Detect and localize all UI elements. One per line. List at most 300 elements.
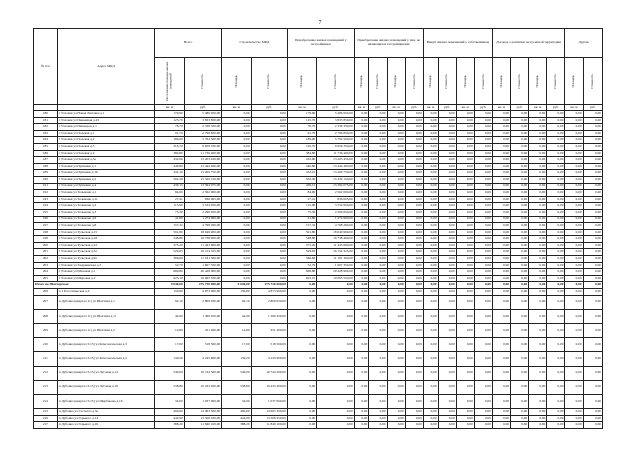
cost-cell: 0,00	[438, 269, 456, 276]
cost-cell: 0,00	[438, 249, 456, 256]
area-cell: 0,00	[565, 256, 583, 263]
cost-cell: 0,00	[438, 170, 456, 177]
total-area-cell: 384,80	[155, 150, 184, 157]
total-area-cell: 366,60	[155, 256, 184, 263]
area-cell: 0,00	[354, 236, 369, 243]
construction-cost-cell: 0,00	[251, 117, 287, 124]
cost-cell: 0,00	[405, 380, 423, 394]
cost-cell: 0,00	[547, 338, 565, 352]
area-cell: 0,00	[492, 229, 510, 236]
cost-cell: 0,00	[405, 282, 423, 289]
purchase-cost-cell: 0,00	[317, 282, 354, 289]
construction-cost-cell: 0,00	[251, 190, 287, 197]
cost-cell: 0,00	[474, 223, 492, 230]
table-row	[34, 256, 603, 263]
row-number: 190	[34, 176, 58, 183]
area-cell: 0,00	[354, 338, 369, 352]
cost-cell: 0,00	[547, 229, 565, 236]
area-cell: 0,00	[529, 176, 547, 183]
table-row	[34, 295, 603, 309]
area-cell: 0,00	[529, 117, 547, 124]
cost-cell: 0,00	[438, 176, 456, 183]
area-cell: 0,00	[529, 324, 547, 338]
cost-cell: 0,00	[583, 309, 602, 323]
construction-area-cell: 0,00	[222, 137, 251, 144]
table-row	[34, 236, 603, 243]
cost-cell: 0,00	[474, 137, 492, 144]
address-cell: г Узловая ул Пушкина д.4	[57, 183, 154, 190]
cost-cell: 0,00	[474, 352, 492, 366]
cost-cell: 0,00	[474, 130, 492, 137]
cost-cell: 0,00	[474, 170, 492, 177]
cost-cell: 0,00	[547, 366, 565, 380]
address-cell: п Дубовка (квартал 5/13) ул Луговая д.16	[57, 380, 154, 394]
subcol-cost: Стоимость	[317, 58, 354, 105]
cost-cell: 0,00	[369, 196, 387, 203]
purchase-cost-cell: 13 394 075,00	[317, 183, 354, 190]
cost-cell: 0,00	[317, 324, 354, 338]
total-area-cell: 490,60	[155, 409, 184, 416]
cost-cell: 0,00	[438, 190, 456, 197]
address-cell: п Дубовка (квартал 11) ул Шахтная д.1	[57, 295, 154, 309]
table-row	[34, 143, 603, 150]
construction-cost-cell: 0,00	[251, 216, 287, 223]
cost-cell: 0,00	[583, 394, 602, 408]
table-row	[34, 216, 603, 223]
row-number: 209	[34, 324, 58, 338]
area-cell: 0,00	[387, 394, 405, 408]
cost-cell: 0,00	[369, 415, 387, 422]
cost-cell: 0,00	[317, 366, 354, 380]
cost-cell: 0,00	[583, 183, 602, 190]
cost-cell: 0,00	[405, 137, 423, 144]
purchase-area-cell: 189,00	[287, 137, 316, 144]
address-cell: г Узловая ул Пушкина д.16	[57, 170, 154, 177]
cost-cell: 0,00	[511, 223, 529, 230]
total-cost-cell: 2 562 000,00	[184, 190, 221, 197]
cost-cell: 0,00	[583, 242, 602, 249]
area-cell: 0,00	[387, 236, 405, 243]
cost-cell: 0,00	[583, 262, 602, 269]
area-cell: 0,00	[529, 223, 547, 230]
area-cell: 0,00	[565, 150, 583, 157]
cost-cell: 0,00	[369, 163, 387, 170]
construction-area-cell: 0,00	[222, 249, 251, 256]
area-cell: 0,00	[492, 256, 510, 263]
unit-rub: руб.	[511, 105, 529, 111]
purchase-cost-cell: 16 154 325,00	[317, 249, 354, 256]
area-cell: 0,00	[423, 338, 438, 352]
cost-cell: 0,00	[405, 196, 423, 203]
subcol-cost: Стоимость	[184, 58, 221, 105]
cost-cell: 0,00	[317, 394, 354, 408]
area-cell: 0,00	[456, 269, 474, 276]
cost-cell: 0,00	[511, 229, 529, 236]
cost-cell: 0,00	[405, 216, 423, 223]
area-cell: 0,00	[529, 150, 547, 157]
cost-cell: 0,00	[438, 394, 456, 408]
address-cell: г Узловая ул Полевая д.4	[57, 150, 154, 157]
area-cell: 0,00	[354, 249, 369, 256]
row-number: 181	[34, 117, 58, 124]
area-cell: 0,00	[354, 309, 369, 323]
area-cell: 0,00	[456, 183, 474, 190]
cost-cell: 0,00	[438, 150, 456, 157]
cost-cell: 0,00	[583, 111, 602, 118]
construction-cost-cell: 275 720 000,00	[251, 282, 287, 289]
cost-cell: 0,00	[317, 380, 354, 394]
cost-cell: 0,00	[438, 338, 456, 352]
unit-rub: руб.	[547, 105, 565, 111]
table-row	[34, 380, 603, 394]
cost-cell: 0,00	[369, 269, 387, 276]
cost-cell: 0,00	[438, 130, 456, 137]
total-cost-cell: 2 809 050,00	[184, 295, 221, 309]
area-cell: 0,00	[456, 190, 474, 197]
unit-sqm: кв. м	[492, 105, 510, 111]
area-cell: 0,00	[354, 380, 369, 394]
area-cell: 0,00	[354, 216, 369, 223]
address-cell: г Узловая ул Тульская д.15	[57, 229, 154, 236]
table-body	[34, 111, 603, 429]
area-cell: 0,00	[423, 229, 438, 236]
cost-cell: 0,00	[438, 289, 456, 296]
address-cell: г Узловая ул Тельмана д.6	[57, 216, 154, 223]
purchase-cost-cell: 2 562 000,00	[317, 190, 354, 197]
construction-cost-cell: 0,00	[251, 163, 287, 170]
area-cell: 0,00	[565, 176, 583, 183]
cost-cell: 0,00	[438, 209, 456, 216]
cost-cell: 0,00	[405, 415, 423, 422]
area-cell: 0,00	[456, 203, 474, 210]
construction-cost-cell: 13 508 450,00	[251, 415, 287, 422]
area-cell: 0,00	[529, 249, 547, 256]
area-cell: 0,00	[423, 117, 438, 124]
area-cell: 0,00	[387, 422, 405, 429]
cost-cell: 0,00	[438, 262, 456, 269]
purchase-cost-cell: 13 444 400,00	[317, 163, 354, 170]
area-cell: 0,00	[492, 203, 510, 210]
address-cell: п Дубовка ул Горького д.16	[57, 422, 154, 429]
total-cost-cell: 20 428 900,00	[184, 269, 221, 276]
area-cell: 0,00	[565, 143, 583, 150]
area-cell: 0,00	[354, 256, 369, 263]
area-cell: 0,00	[423, 422, 438, 429]
cost-cell: 0,00	[547, 394, 565, 408]
cost-cell: 0,00	[438, 229, 456, 236]
cost-cell: 0,00	[583, 409, 602, 416]
cost-cell: 0,00	[511, 275, 529, 282]
area-cell: 0,00	[456, 150, 474, 157]
area-cell: 0,00	[387, 366, 405, 380]
area-cell: 0,00	[423, 163, 438, 170]
unit-sqm: кв. м	[423, 105, 438, 111]
cost-cell: 0,00	[511, 262, 529, 269]
cost-cell: 0,00	[438, 324, 456, 338]
construction-cost-cell: 518 500,00	[251, 338, 287, 352]
cost-cell: 0,00	[369, 249, 387, 256]
construction-area-cell: 139,20	[222, 352, 251, 366]
cost-cell: 0,00	[369, 394, 387, 408]
area-cell: 0,00	[387, 242, 405, 249]
row-number: 215	[34, 409, 58, 416]
cost-cell: 0,00	[474, 262, 492, 269]
table-row	[34, 422, 603, 429]
area-cell: 0,00	[529, 295, 547, 309]
cost-cell: 0,00	[438, 309, 456, 323]
cost-cell: 0,00	[547, 196, 565, 203]
area-cell: 0,00	[354, 289, 369, 296]
cost-cell: 0,00	[583, 157, 602, 164]
area-cell: 0,00	[456, 262, 474, 269]
address-cell: п Дубовка (квартал 11) ул Шахтная д.2	[57, 324, 154, 338]
area-cell: 0,00	[423, 223, 438, 230]
area-cell: 0,00	[354, 282, 369, 289]
cost-cell: 0,00	[369, 176, 387, 183]
construction-cost-cell: 0,00	[251, 203, 287, 210]
area-cell: 0,00	[529, 275, 547, 282]
construction-cost-cell: 4 873 900,00	[251, 289, 287, 296]
total-cost-cell: 2 796 850,00	[184, 130, 221, 137]
cost-cell: 0,00	[405, 256, 423, 263]
area-cell: 0,00	[492, 295, 510, 309]
area-cell: 0,00	[387, 275, 405, 282]
construction-area-cell: 0,00	[222, 269, 251, 276]
table-row	[34, 269, 603, 276]
area-cell: 0,00	[354, 269, 369, 276]
cost-cell: 0,00	[317, 338, 354, 352]
construction-area-cell: 442,90	[222, 415, 251, 422]
cost-cell: 0,00	[474, 366, 492, 380]
cost-cell: 0,00	[547, 190, 565, 197]
total-area-cell: 432,10	[155, 170, 184, 177]
col-buyout-header: Выкуп жилых помещений у собственников	[423, 29, 492, 58]
cost-cell: 0,00	[583, 249, 602, 256]
total-area-cell: 17,00	[155, 338, 184, 352]
area-cell: 0,00	[565, 163, 583, 170]
cost-cell: 0,00	[583, 256, 602, 263]
cost-cell: 0,00	[474, 183, 492, 190]
area-cell: 0,00	[529, 111, 547, 118]
purchase-area-cell: 669,80	[287, 269, 316, 276]
row-number: 204	[34, 269, 58, 276]
area-cell: 0,00	[529, 236, 547, 243]
cost-cell: 0,00	[511, 124, 529, 131]
address-cell: г Узловая ул Пашенная д.43	[57, 117, 154, 124]
area-cell: 0,00	[529, 415, 547, 422]
cost-cell: 0,00	[474, 242, 492, 249]
area-cell: 0,00	[529, 242, 547, 249]
cost-cell: 0,00	[583, 366, 602, 380]
area-cell: 0,00	[565, 236, 583, 243]
purchase-area-cell: 375,20	[287, 242, 316, 249]
table-row	[34, 409, 603, 416]
area-cell: 0,00	[423, 124, 438, 131]
area-cell: 0,00	[387, 223, 405, 230]
area-cell: 0,00	[492, 196, 510, 203]
row-number: 194	[34, 203, 58, 210]
purchase-cost-cell: 13 203 450,00	[317, 157, 354, 164]
cost-cell: 0,00	[369, 203, 387, 210]
area-cell: 0,00	[456, 137, 474, 144]
total-cost-cell: 1 607 350,00	[184, 262, 221, 269]
area-cell: 0,00	[287, 422, 316, 429]
total-cost-cell: 5 486 950,00	[184, 111, 221, 118]
area-cell: 0,00	[354, 352, 369, 366]
area-cell: 0,00	[565, 216, 583, 223]
construction-cost-cell: 0,00	[251, 111, 287, 118]
address-cell: г Узловая ул Тельмана д.8	[57, 223, 154, 230]
cost-cell: 0,00	[511, 163, 529, 170]
purchase-cost-cell: 1 607 350,00	[317, 262, 354, 269]
area-cell: 0,00	[423, 415, 438, 422]
subcol-area: Площадь	[456, 58, 474, 105]
row-number: 185	[34, 143, 58, 150]
total-area-cell: 41,80	[155, 216, 184, 223]
table-row	[34, 117, 603, 124]
total-area-cell: 84,00	[155, 190, 184, 197]
cost-cell: 0,00	[511, 352, 529, 366]
cost-cell: 0,00	[405, 170, 423, 177]
total-area-cell: 388,20	[155, 422, 184, 429]
cost-cell: 0,00	[547, 262, 565, 269]
total-area-cell: 9 040,00	[155, 282, 184, 289]
total-cost-cell: 451 400,00	[184, 324, 221, 338]
cost-cell: 0,00	[583, 415, 602, 422]
cost-cell: 0,00	[438, 236, 456, 243]
address-cell: г Узловая ул Новая Липовка д.1	[57, 111, 154, 118]
area-cell: 0,00	[287, 338, 316, 352]
cost-cell: 0,00	[511, 422, 529, 429]
construction-area-cell: 0,00	[222, 157, 251, 164]
cost-cell: 0,00	[369, 130, 387, 137]
table-row	[34, 242, 603, 249]
area-cell: 0,00	[492, 150, 510, 157]
cost-cell: 0,00	[438, 409, 456, 416]
cost-cell: 0,00	[583, 380, 602, 394]
cost-cell: 0,00	[511, 183, 529, 190]
construction-area-cell: 0,00	[222, 183, 251, 190]
area-cell: 0,00	[456, 163, 474, 170]
area-cell: 0,00	[423, 309, 438, 323]
area-cell: 0,00	[387, 256, 405, 263]
row-number: 191	[34, 183, 58, 190]
table-row	[34, 415, 603, 422]
row-number: 196	[34, 216, 58, 223]
cost-cell: 0,00	[438, 143, 456, 150]
construction-cost-cell: 0,00	[251, 176, 287, 183]
cost-cell: 0,00	[317, 309, 354, 323]
area-cell: 0,00	[354, 223, 369, 230]
area-cell: 0,00	[529, 394, 547, 408]
area-cell: 0,00	[387, 249, 405, 256]
cost-cell: 0,00	[547, 242, 565, 249]
subcol-area: Площадь	[423, 58, 438, 105]
address-cell: г Узловая ул Тульская д.18	[57, 236, 154, 243]
area-cell: 0,00	[565, 380, 583, 394]
cost-cell: 0,00	[369, 324, 387, 338]
cost-cell: 0,00	[547, 249, 565, 256]
area-cell: 0,00	[354, 415, 369, 422]
cost-cell: 0,00	[405, 409, 423, 416]
area-cell: 0,00	[387, 111, 405, 118]
cost-cell: 0,00	[583, 236, 602, 243]
cost-cell: 0,00	[547, 163, 565, 170]
area-cell: 0,00	[387, 229, 405, 236]
cost-cell: 0,00	[369, 366, 387, 380]
area-cell: 0,00	[529, 262, 547, 269]
table-row	[34, 309, 603, 323]
purchase-cost-cell: 836 005,00	[317, 196, 354, 203]
construction-cost-cell: 0,00	[251, 236, 287, 243]
total-cost-cell: 13 508 450,00	[184, 415, 221, 422]
purchase-cost-cell: 5 486 950,00	[317, 111, 354, 118]
area-cell: 0,00	[354, 366, 369, 380]
area-cell: 0,00	[354, 196, 369, 203]
area-cell: 0,00	[456, 409, 474, 416]
area-cell: 0,00	[565, 338, 583, 352]
table-row	[34, 150, 603, 157]
cost-cell: 0,00	[405, 190, 423, 197]
subcol-area: Площадь	[287, 58, 316, 105]
area-cell: 0,00	[354, 117, 369, 124]
total-cost-cell: 3 534 950,00	[184, 203, 221, 210]
total-cost-cell: 18 049 900,00	[184, 229, 221, 236]
cost-cell: 0,00	[547, 150, 565, 157]
construction-cost-cell: 0,00	[251, 262, 287, 269]
col-total-header: Всего	[155, 29, 222, 58]
area-cell: 0,00	[387, 203, 405, 210]
area-cell: 0,00	[423, 282, 438, 289]
table-row	[34, 111, 603, 118]
table-row	[34, 352, 603, 366]
construction-cost-cell: 0,00	[251, 275, 287, 282]
area-cell: 0,00	[387, 137, 405, 144]
cost-cell: 0,00	[547, 324, 565, 338]
construction-area-cell: 388,20	[222, 422, 251, 429]
construction-area-cell: 0,00	[222, 216, 251, 223]
cost-cell: 0,00	[583, 124, 602, 131]
construction-cost-cell: 0,00	[251, 256, 287, 263]
area-cell: 0,00	[287, 289, 316, 296]
purchase-cost-cell: 11 443 600,00	[317, 242, 354, 249]
area-cell: 0,00	[456, 223, 474, 230]
cost-cell: 0,00	[405, 338, 423, 352]
construction-cost-cell: 16 744 500,00	[251, 366, 287, 380]
cost-cell: 0,00	[474, 229, 492, 236]
area-cell: 0,00	[423, 289, 438, 296]
area-cell: 0,00	[529, 163, 547, 170]
total-area-cell: 442,90	[155, 415, 184, 422]
total-cost-cell: 16 744 500,00	[184, 366, 221, 380]
cost-cell: 0,00	[405, 130, 423, 137]
cost-cell: 0,00	[474, 289, 492, 296]
construction-area-cell: 44,90	[222, 309, 251, 323]
col-contract-header: Договор о развитии застроенной территории	[492, 29, 565, 58]
total-area-cell: 75,30	[155, 209, 184, 216]
purchase-area-cell: 384,80	[287, 150, 316, 157]
area-cell: 0,00	[456, 236, 474, 243]
cost-cell: 0,00	[583, 352, 602, 366]
area-cell: 0,00	[492, 242, 510, 249]
row-number: 210	[34, 338, 58, 352]
cost-cell: 0,00	[474, 190, 492, 197]
construction-area-cell: 0,00	[222, 111, 251, 118]
cost-cell: 0,00	[547, 422, 565, 429]
area-cell: 0,00	[456, 209, 474, 216]
resettlement-table	[33, 28, 603, 429]
area-cell: 0,00	[529, 352, 547, 366]
